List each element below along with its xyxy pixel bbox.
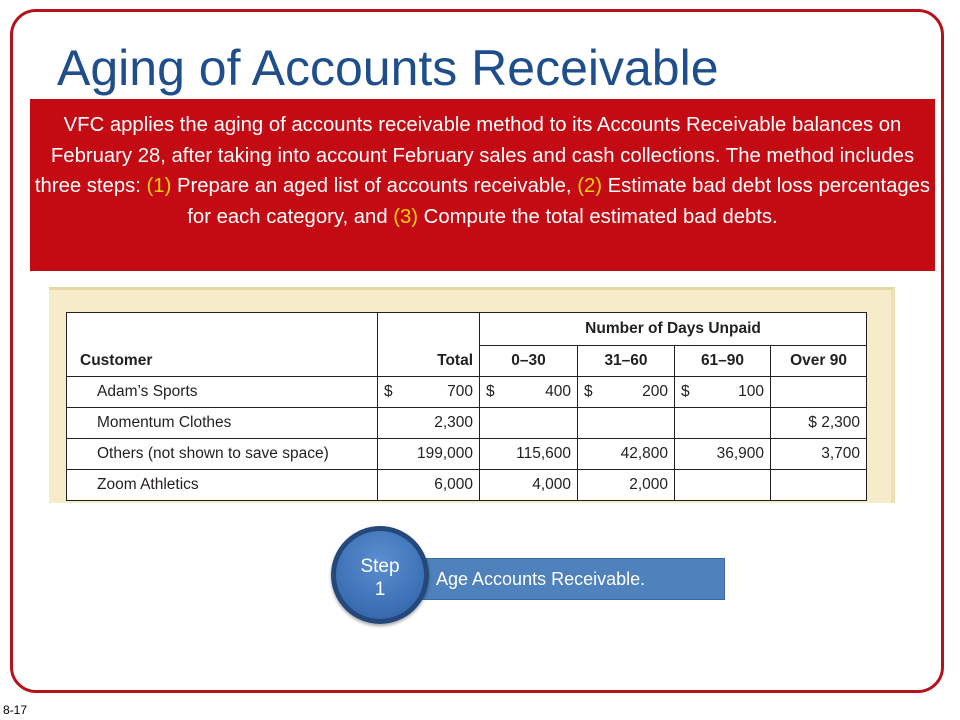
cell-over-90 [771,408,867,439]
cell-31-60 [578,377,675,408]
table-row [67,439,867,470]
currency-symbol: $ [384,383,393,400]
cell-0-30 [480,408,578,439]
header-range-0-30: 0–30 [480,346,578,377]
step-marker-2: (2) [577,175,602,197]
currency-symbol: $ [486,383,495,400]
slide-title: Aging of Accounts Receivable [57,40,719,96]
currency-symbol: $ [808,414,817,431]
table-row [67,470,867,501]
table-row [67,377,867,408]
cell-value: 2,300 [821,414,861,431]
step-marker-3: (3) [393,205,419,228]
cell-value: 200 [642,383,668,400]
step-word: Step [360,556,400,577]
cell-customer: Others (not shown to save space) [67,439,378,470]
cell-over-90: 3,700 [771,439,867,470]
header-range-31-60: 31–60 [578,346,675,377]
cell-61-90 [675,408,771,439]
intro-text-part-4: Compute the total estimated bad debts. [418,205,778,228]
currency-symbol: $ [681,383,690,400]
cell-total: 2,300 [378,408,480,439]
step-label: Age Accounts Receivable. [436,569,646,589]
cell-value: 400 [545,383,571,400]
intro-text-box [30,99,935,271]
cell-total: 199,000 [378,439,480,470]
cell-0-30: 115,600 [480,439,578,470]
cell-value: 700 [447,383,473,400]
cell-31-60 [578,408,675,439]
slide-number: 8-17 [3,703,28,717]
cell-over-90 [771,470,867,501]
table-row [67,408,867,439]
cell-0-30: 4,000 [480,470,578,501]
cell-customer: Momentum Clothes [67,408,378,439]
table-header-row-1 [67,313,867,346]
step-badge [331,526,429,624]
intro-text-part-2: Prepare an aged list of accounts receivable, [171,175,578,197]
header-range-61-90: 61–90 [675,346,771,377]
cell-total: 6,000 [378,470,480,501]
step-marker-1: (1) [146,175,172,197]
step-number: 1 [374,579,386,600]
cell-value: 100 [738,383,764,400]
cell-0-30 [480,377,578,408]
cell-61-90: 36,900 [675,439,771,470]
cell-31-60: 42,800 [578,439,675,470]
aging-table-panel [49,287,895,503]
cell-customer: Adam’s Sports [67,377,378,408]
step-1-callout [327,524,727,628]
aging-table [66,312,867,501]
header-total: Total [378,313,480,377]
intro-text-part-1: VFC applies the aging of accounts receivable method to its Accounts Receivable balances on February 28, after taking into account February sales and cash collections. The method includes three steps: [34,114,915,197]
currency-symbol: $ [584,383,593,400]
cell-total [378,377,480,408]
header-range-over-90: Over 90 [771,346,867,377]
cell-over-90 [771,377,867,408]
cell-61-90 [675,470,771,501]
cell-customer: Zoom Athletics [67,470,378,501]
intro-text-part-3: Estimate bad debt loss percentages for each category, and [187,175,931,228]
cell-31-60: 2,000 [578,470,675,501]
step-label-bar [389,558,725,600]
cell-61-90 [675,377,771,408]
header-days-unpaid: Number of Days Unpaid [480,313,867,346]
header-customer: Customer [67,313,378,377]
